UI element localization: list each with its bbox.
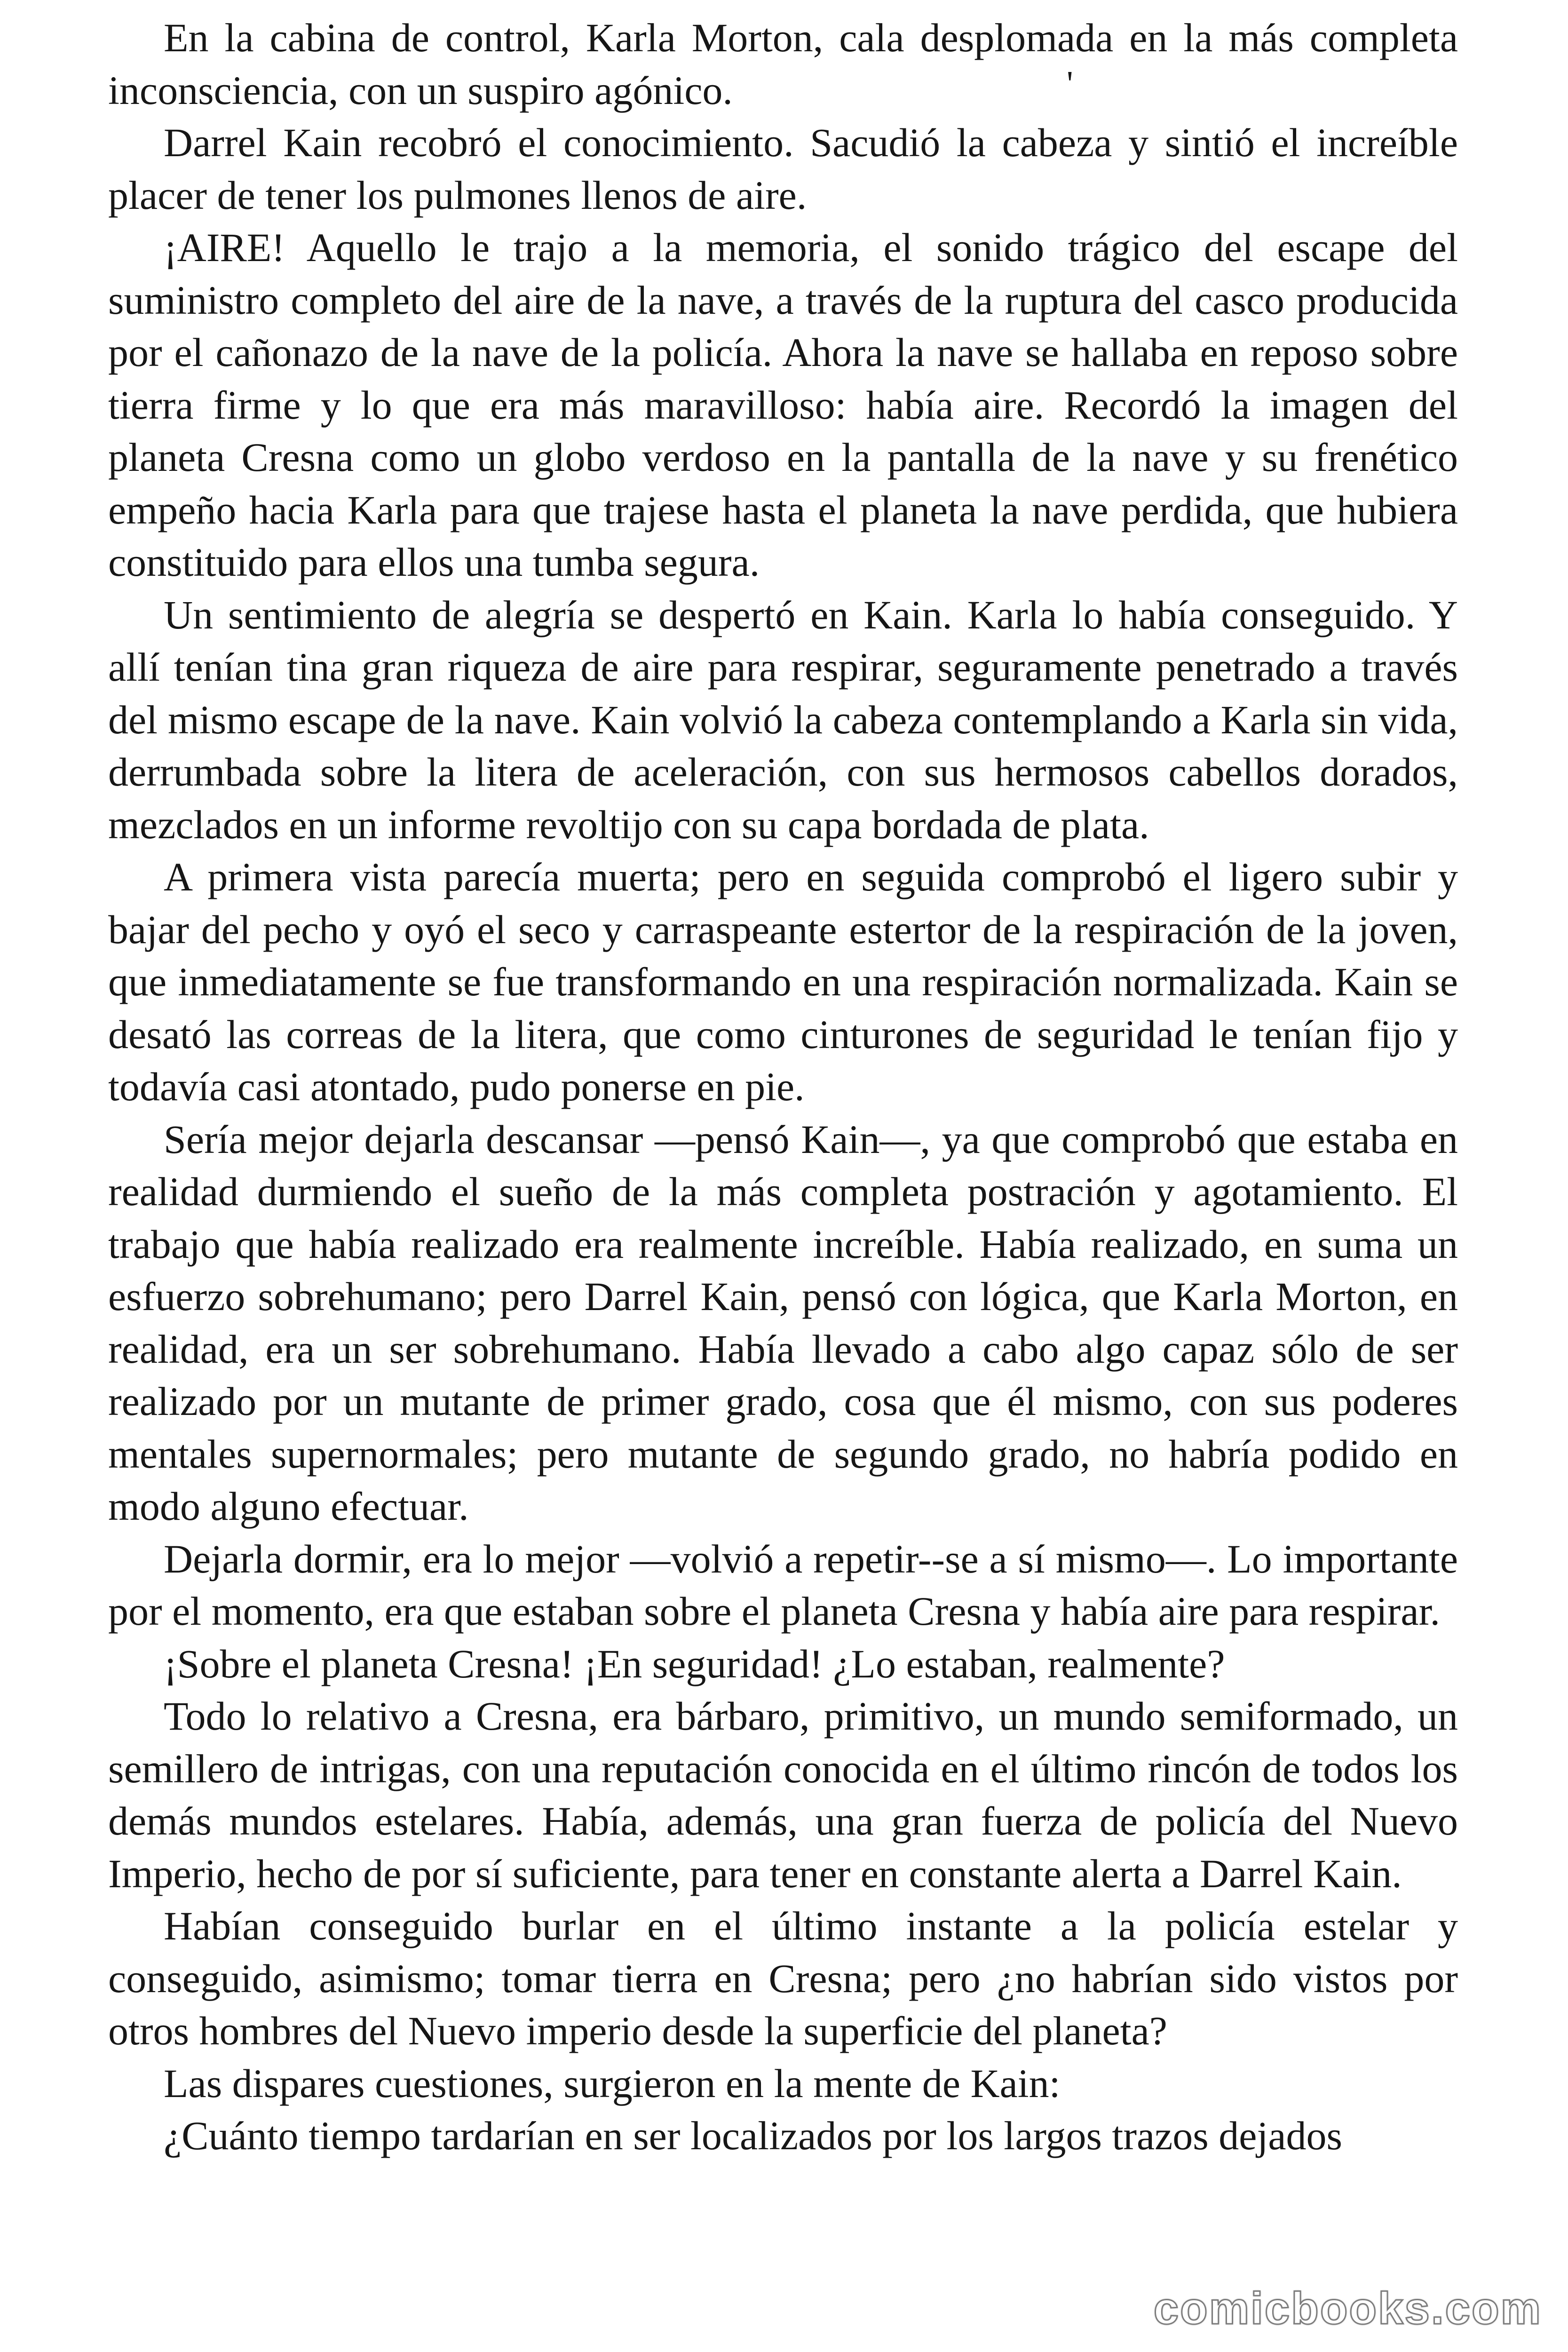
paragraph-6: Sería mejor dejarla descansar —pensó Kain—, ya que comprobó que estaba en realidad durmiendo el sueño de la más completa postración y agotamiento. El trabajo que había realizado era realmente increíble. Había realizado, en suma un esfuerzo sobrehumano; pero Darrel Kain, pensó con lógica, que Karla Morton, en realidad, era un ser sobrehumano. Había llevado a cabo algo capaz sólo de ser realizado por un mutante de primer grado, cosa que él mismo, con sus poderes mentales supernormales; pero mutante de segundo grado, no habría podido en modo alguno efectuar. bbox=[108, 1116, 1458, 1529]
paragraph-3: ¡AIRE! Aquello le trajo a la memoria, el sonido trágico del escape del suministro completo del aire de la nave, a través de la ruptura del casco producida por el cañonazo de la nave de la policía. Ahora la nave se hallaba en reposo sobre tierra firme y lo que era más maravilloso: había aire. Recordó la imagen del planeta Cresna como un globo verdoso en la pantalla de la nave y su frenético empeño hacia Karla para que trajese hasta el planeta la nave perdida, que hubiera constituido para ellos una tumba segura. bbox=[108, 225, 1458, 585]
paragraph-8: ¡Sobre el planeta Cresna! ¡En seguridad! ¿Lo estaban, realmente? bbox=[164, 1641, 1225, 1686]
paragraph-2: Darrel Kain recobró el conocimiento. Sacudió la cabeza y sintió el increíble placer de tener los pulmones llenos de aire. bbox=[108, 120, 1458, 218]
stray-apostrophe-mark: ' bbox=[1067, 64, 1073, 103]
paragraph-11: Las dispares cuestiones, surgieron en la mente de Kain: bbox=[164, 2060, 1061, 2106]
paragraph-1: En la cabina de control, Karla Morton, cala desplomada en la más completa inconsciencia, con un suspiro agónico. bbox=[108, 15, 1458, 113]
paragraph-5: A primera vista parecía muerta; pero en seguida comprobó el ligero subir y bajar del pecho y oyó el seco y carraspeante estertor de la respiración de la joven, que inmediatamente se fue transformando en una respiración normalizada. Kain se desató las correas de la litera, que como cinturones de seguridad le tenían fijo y todavía casi atontado, pudo ponerse en pie. bbox=[108, 854, 1458, 1109]
paragraph-9: Todo lo relativo a Cresna, era bárbaro, primitivo, un mundo semiformado, un semillero de intrigas, con una reputación conocida en el último rincón de todos los demás mundos estelares. Había, además, una gran fuerza de policía del Nuevo Imperio, hecho de por sí suficiente, para tener en constante alerta a Darrel Kain. bbox=[108, 1693, 1458, 1896]
watermark-logo: comicbooks.com bbox=[1153, 2283, 1542, 2334]
paragraph-12: ¿Cuánto tiempo tardarían en ser localizados por los largos trazos dejados bbox=[164, 2113, 1342, 2158]
paragraph-4: Un sentimiento de alegría se despertó en Kain. Karla lo había conseguido. Y allí tenían tina gran riqueza de aire para respirar, seguramente penetrado a través del mismo escape de la nave. Kain volvió la cabeza contemplando a Karla sin vida, derrumbada sobre la litera de aceleración, con sus hermosos cabellos dorados, mezclados en un informe revoltijo con su capa bordada de plata. bbox=[108, 592, 1458, 847]
paragraph-10: Habían conseguido burlar en el último instante a la policía estelar y conseguido, asimismo; tomar tierra en Cresna; pero ¿no habrían sido vistos por otros hombres del Nuevo imperio desde la superficie del planeta? bbox=[108, 1903, 1458, 2053]
book-page-text bbox=[108, 12, 1458, 2162]
paragraph-7: Dejarla dormir, era lo mejor —volvió a repetir--se a sí mismo—. Lo importante por el momento, era que estaban sobre el planeta Cresna y había aire para respirar. bbox=[108, 1536, 1458, 1634]
